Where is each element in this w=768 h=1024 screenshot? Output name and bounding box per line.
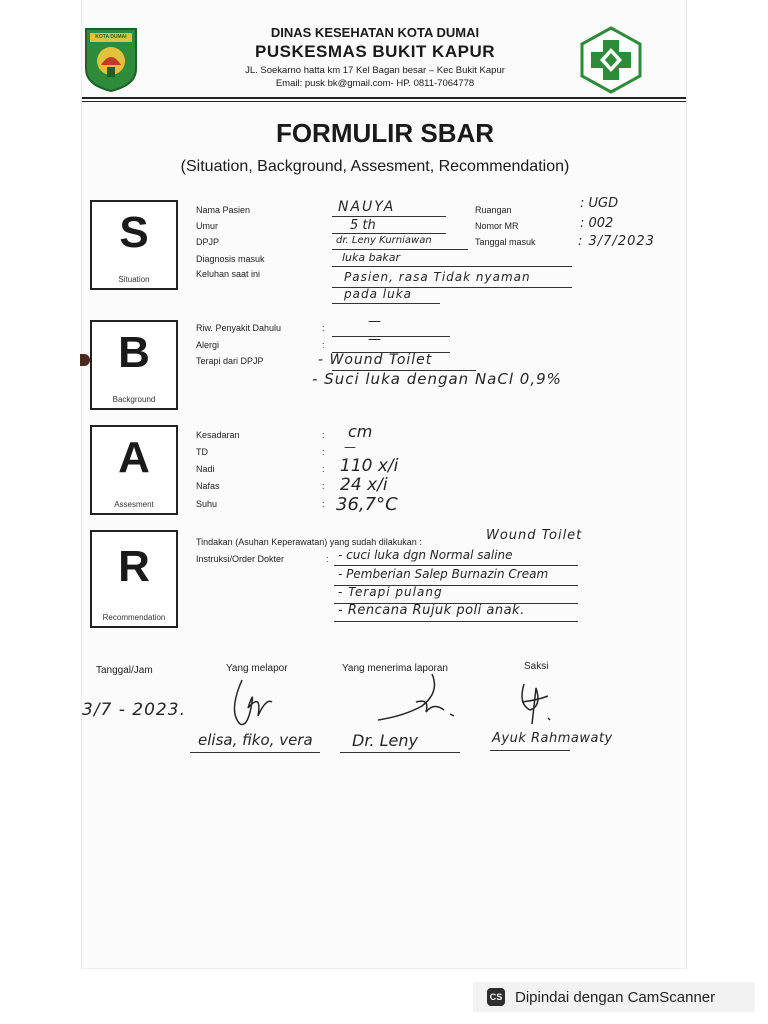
underline-dpjp: [332, 249, 468, 250]
label-yang-menerima: Yang menerima laporan: [342, 663, 448, 674]
value-umur: 5 th: [350, 218, 376, 233]
colon-nadi: :: [322, 464, 325, 474]
value-kesadaran: cm: [348, 422, 373, 441]
label-nomor-mr: Nomor MR: [475, 221, 519, 231]
camscanner-text: Dipindai dengan CamScanner: [515, 988, 716, 1006]
value-td: —: [344, 440, 356, 454]
signature-penerima-icon: [370, 672, 460, 733]
value-nomor-mr: : 002: [580, 216, 614, 231]
label-ruangan: Ruangan: [475, 205, 512, 215]
assessment-caption: Assesment: [114, 500, 154, 509]
recommendation-caption: Recommendation: [102, 613, 166, 622]
label-diagnosis: Diagnosis masuk: [196, 254, 265, 264]
colon-nafas: :: [322, 481, 325, 491]
label-umur: Umur: [196, 221, 218, 231]
label-terapi: Terapi dari DPJP: [196, 356, 264, 366]
label-nadi: Nadi: [196, 464, 215, 474]
situation-box: [90, 200, 178, 290]
recommendation-box: [90, 530, 178, 628]
value-penerima-name: Dr. Leny: [352, 731, 418, 750]
recommendation-letter: R: [118, 542, 150, 591]
header-address: JL. Soekarno hatta km 17 Kel Bagan besar – Kec Bukit Kapur: [245, 65, 505, 76]
underline-pelapor: [190, 752, 320, 753]
label-td: TD: [196, 447, 208, 457]
label-kesadaran: Kesadaran: [196, 430, 240, 440]
label-tindakan: Tindakan (Asuhan Keperawatan) yang sudah dilakukan :: [196, 537, 422, 547]
background-caption: Background: [112, 395, 156, 404]
signature-pelapor-icon: [222, 672, 282, 737]
colon-kesadaran: :: [322, 430, 325, 440]
value-riwayat: —: [368, 314, 381, 329]
header-line2: PUSKESMAS BUKIT KAPUR: [254, 42, 496, 61]
underline-saksi: [490, 750, 570, 751]
label-riwayat: Riw. Penyakit Dahulu: [196, 323, 282, 333]
label-tanggal-masuk: Tanggal masuk: [475, 237, 536, 247]
underline-diagnosis: [332, 266, 572, 267]
colon-suhu: :: [322, 499, 325, 509]
value-nama-pasien: NAUYA: [338, 199, 396, 215]
signature-saksi-icon: [508, 680, 558, 731]
value-saksi-name: Ayuk Rahmawaty: [492, 731, 613, 746]
label-keluhan: Keluhan saat ini: [196, 269, 261, 279]
situation-letter: S: [119, 208, 149, 257]
label-saksi: Saksi: [524, 661, 549, 672]
underline-instruksi-4: [334, 621, 578, 622]
underline-riwayat: [332, 336, 450, 337]
value-keluhan-1: Pasien, rasa Tidak nyaman: [344, 270, 531, 284]
value-tanggal-masuk: : 3/7/2023: [578, 234, 655, 249]
header-divider: [82, 97, 686, 99]
assessment-box: [90, 425, 178, 515]
header-divider-thin: [82, 101, 686, 102]
value-nadi: 110 x/i: [340, 456, 399, 476]
value-pelapor-name: elisa, fiko, vera: [198, 731, 313, 749]
value-terapi-1: - Wound Toilet: [318, 352, 433, 368]
kota-dumai-logo-icon: [82, 25, 140, 93]
value-instruksi-3: - Terapi pulang: [338, 585, 443, 599]
header-line1: DINAS KESEHATAN KOTA DUMAI: [270, 25, 480, 40]
label-dpjp: DPJP: [196, 237, 220, 247]
label-suhu: Suhu: [196, 499, 218, 509]
assessment-letter: A: [118, 433, 150, 482]
logo-left-text: KOTA DUMAI: [95, 34, 127, 40]
label-instruksi: Instruksi/Order Dokter: [196, 554, 285, 564]
value-instruksi-1: - cuci luka dgn Normal saline: [338, 548, 513, 562]
value-ruangan: : UGD: [580, 196, 619, 211]
label-nama-pasien: Nama Pasien: [196, 205, 251, 215]
value-dpjp: dr. Leny Kurniawan: [336, 235, 432, 246]
background-letter: B: [118, 328, 150, 377]
label-yang-melapor: Yang melapor: [226, 663, 288, 674]
underline-nama: [332, 216, 446, 217]
label-tanggal-jam: Tanggal/Jam: [96, 665, 153, 676]
value-suhu: 36,7°C: [336, 494, 398, 515]
colon-instruksi: :: [326, 554, 329, 564]
colon-td: :: [322, 447, 325, 457]
underline-keluhan-2: [332, 303, 440, 304]
value-instruksi-4: - Rencana Rujuk poli anak.: [338, 603, 525, 618]
label-alergi: Alergi: [196, 340, 220, 350]
form-title: FORMULIR SBAR: [275, 118, 495, 148]
camscanner-badge: [473, 982, 755, 1012]
header-contact: Email: pusk bk@gmail.com- HP. 0811-7064778: [275, 78, 475, 89]
value-diagnosis: luka bakar: [342, 251, 400, 264]
colon-alergi: :: [322, 340, 325, 350]
value-instruksi-2: - Pemberian Salep Burnazin Cream: [338, 567, 549, 581]
value-tindakan: Wound Toilet: [486, 528, 583, 543]
form-subtitle: (Situation, Background, Assesment, Recommendation): [180, 158, 570, 175]
puskesmas-logo-icon: [578, 26, 644, 94]
camscanner-icon: CS: [487, 988, 505, 1006]
underline-instruksi-1: [334, 565, 578, 566]
value-alergi: —: [368, 332, 381, 347]
situation-caption: Situation: [118, 275, 150, 284]
value-keluhan-2: pada luka: [344, 287, 412, 301]
value-nafas: 24 x/i: [340, 475, 388, 495]
label-nafas: Nafas: [196, 481, 220, 491]
underline-penerima: [340, 752, 460, 753]
underline-umur: [332, 233, 446, 234]
background-box: [90, 320, 178, 410]
value-terapi-2: - Suci luka dengan NaCl 0,9%: [312, 370, 562, 388]
value-tanggal-jam: 3/7 - 2023.: [82, 700, 186, 720]
colon-riwayat: :: [322, 323, 325, 333]
